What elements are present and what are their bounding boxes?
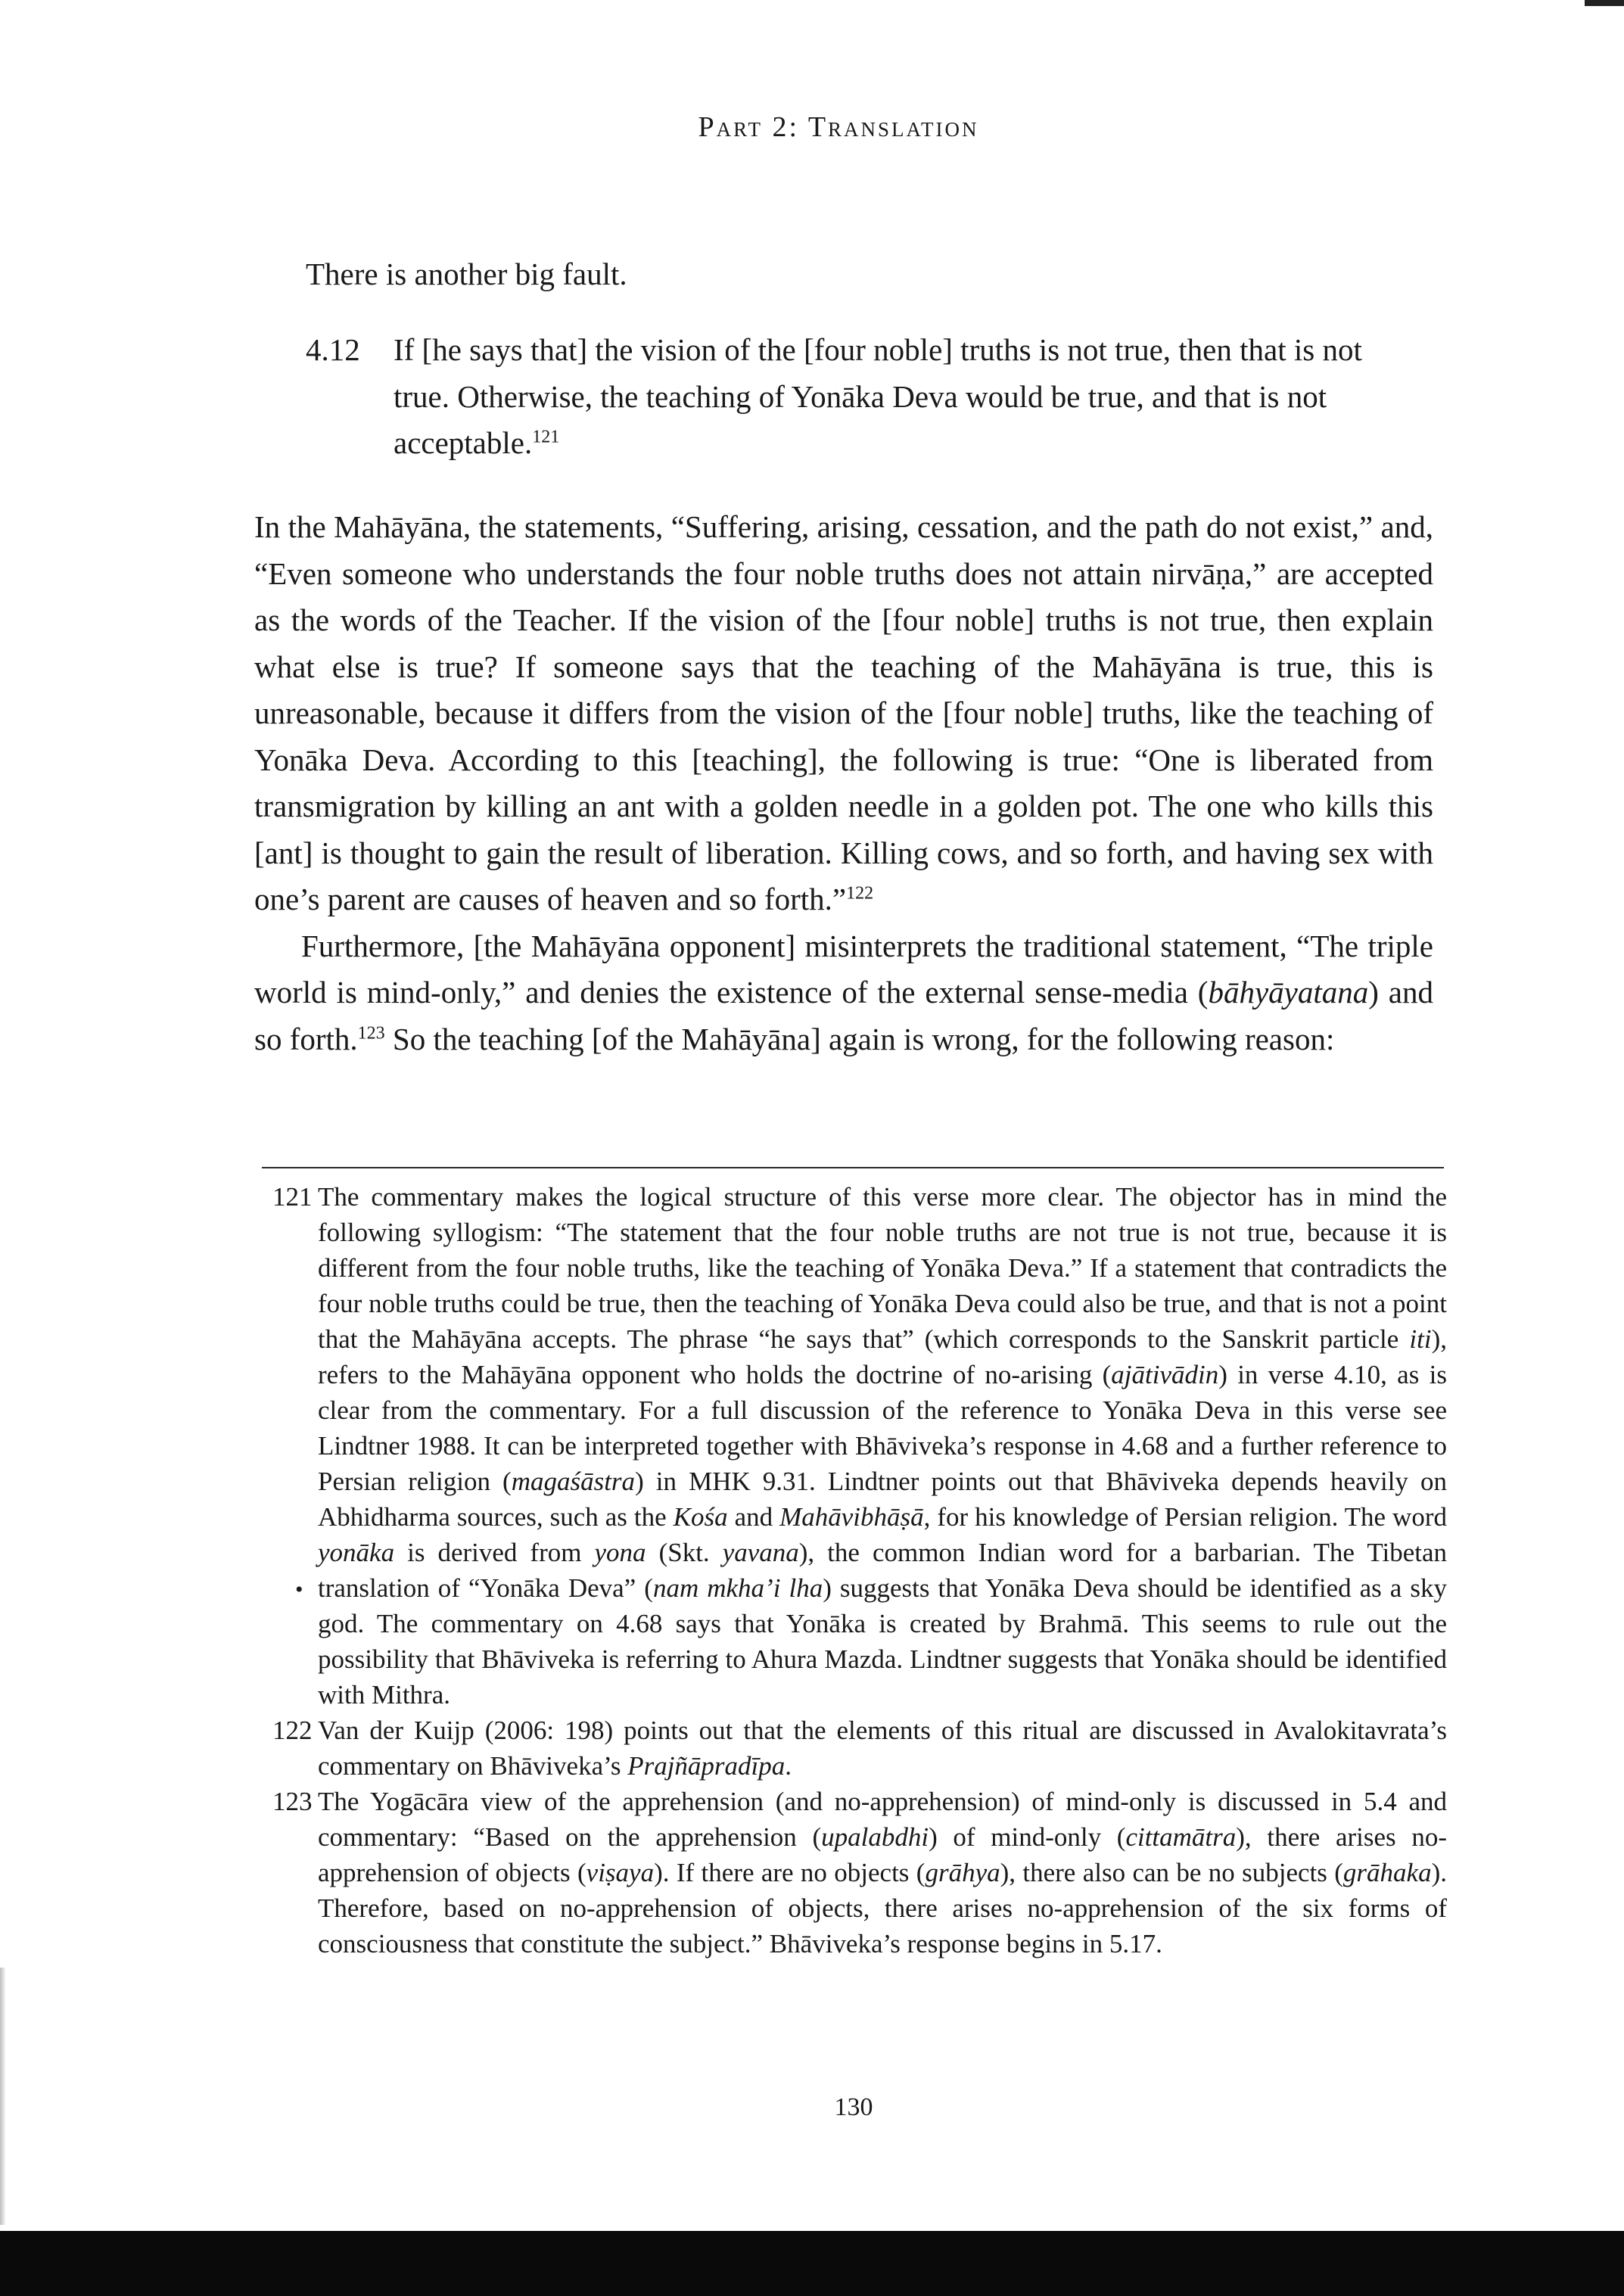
footnote-text: The commentary makes the logical structure of this verse more clear. The objector has in mind the following syllogism: “The statement that the four noble truths are not true is not true, because it is different from the four noble truths, like the teaching of Yonāka Deva.” If a statement that contradicts the four noble truths could be true, then the teaching of Yonāka Deva could also be true, and that is not a point that the Mahāyāna accepts. The phrase “he says that” (which corresponds to the Sanskrit particle (318, 1182, 1447, 1354)
footnote-term: iti (1409, 1324, 1432, 1354)
footnote-term: ajātivādin (1111, 1360, 1219, 1389)
footnote-term: yonāka (318, 1538, 395, 1567)
paragraph-2-term: bāhyāyatana (1208, 975, 1369, 1010)
footnote-text: Van der Kuijp (2006: 198) points out that the elements of this ritual are discussed in Avalokitavrata’s commentary on Bhāviveka’s (318, 1716, 1447, 1781)
paragraph-2-text-a: Furthermore, [the Mahāyāna opponent] misinterprets the traditional statement, “The triple world is mind-only,” and denies the existence of the external sense-media ( (254, 928, 1433, 1010)
footnote-text: and (727, 1502, 780, 1532)
footnote-text: ) suggests that Yonāka Deva should be identified as a sky god. The commentary on 4.68 says that Yonāka is created by Brahmā. This seems to rule out the possibility that Bhāviveka is referring to Ahura Mazda. Lindtner suggests that Yonāka should be identified with Mithra. (318, 1573, 1447, 1710)
footnote-term: Prajñāpradīpa (627, 1751, 786, 1781)
footnote-term: nam mkha’i lha (652, 1573, 823, 1603)
footnote-body (318, 1182, 1447, 1710)
footnote-text: ). If there are no objects ( (654, 1858, 926, 1887)
footnote-text: ), there also can be no subjects ( (1000, 1858, 1343, 1887)
footnote-ref-121[interactable]: 121 (532, 427, 560, 447)
paragraph-1 (254, 504, 1433, 923)
footnote-text: ), there arises no-apprehension of objects ( (318, 1822, 1448, 1887)
paragraph-2-text-b: ) and so forth. (254, 975, 1434, 1056)
scan-mark (1585, 0, 1624, 6)
footnote-text: . (785, 1751, 792, 1781)
footnote-text: (Skt. (646, 1538, 723, 1567)
binding-edge (0, 1968, 6, 2225)
footnote-text: ) in verse 4.10, as is clear from the commentary. For a full discussion of the reference to Yonāka Deva in this verse see Lindtner 1988. It can be interpreted together with Bhāviveka’s response in 4.68 and a further reference to Persian religion ( (318, 1360, 1447, 1496)
main-text (254, 504, 1433, 1062)
margin-mark: • (295, 1577, 303, 1602)
footnote-text: The Yogācāra view of the apprehension (and no-apprehension) of mind-only is discussed in 5.4 and commentary: “Based on the apprehension ( (318, 1787, 1447, 1852)
paragraph-2-text-c: So the teaching [of the Mahāyāna] again is wrong, for the following reason: (384, 1021, 1335, 1056)
paragraph-1-text: In the Mahāyāna, the statements, “Suffering, arising, cessation, and the path do not exist,” and, “Even someone who understands the four noble truths does not attain nirvāṇa,” are accepted as the words of the Teacher. If the vision of the [four noble] truths is not true, then explain what else is true? If someone says that the teaching of the Mahāyāna is true, this is unreasonable, because it differs from the vision of the [four noble] truths, like the teaching of Yonāka Deva. According to this [teaching], the following is true: “One is liberated from transmigration by killing an ant with a golden needle in a golden pot. The one who kills this [ant] is thought to gain the result of liberation. Killing cows, and so forth, and having sex with one’s parent are causes of heaven and so forth.” (254, 509, 1433, 916)
intro-line: There is another big fault. (306, 257, 627, 291)
footnote-term: yona (594, 1538, 646, 1567)
footnote-term: grāhaka (1342, 1858, 1432, 1887)
footnote-term: viṣaya (586, 1858, 655, 1887)
footnote-text: ) in MHK 9.31. Lindtner points out that Bhāviveka depends heavily on Abhidharma sources, such as the (318, 1467, 1447, 1532)
footnote-ref-123[interactable]: 123 (357, 1022, 385, 1043)
footnote-term: Kośa (673, 1502, 728, 1532)
footnote-ref-122[interactable]: 122 (846, 883, 874, 904)
paragraph-2 (254, 923, 1433, 1063)
footnote-term: yavana (722, 1538, 799, 1567)
footnote-123 (272, 1784, 1447, 1962)
footnote-body (318, 1716, 1447, 1781)
footnote-rule (262, 1167, 1444, 1168)
footnote-term: grāhya (925, 1858, 1000, 1887)
footnote-text: ). Therefore, based on no-apprehension of objects, there arises no-apprehension of the six forms of consciousness that constitute the subject.” Bhāviveka’s response begins in 5.17. (318, 1858, 1447, 1958)
footnote-body (318, 1787, 1447, 1958)
footnote-121 (272, 1179, 1447, 1713)
verse-body: If [he says that] the vision of the [four noble] truths is not true, then that is not true. Otherwise, the teaching of Yonāka Deva would be true, and that is not acceptable. (394, 332, 1362, 460)
verse-number: 4.12 (306, 332, 360, 367)
footnote-text: is derived from (394, 1538, 595, 1567)
footnote-term: Mahāvibhāṣā (779, 1502, 924, 1532)
verse-text (394, 327, 1392, 467)
footnote-term: magaśāstra (511, 1467, 636, 1496)
footnote-term: upalabdhi (821, 1822, 929, 1852)
footnote-text: ), refers to the Mahāyāna opponent who holds the doctrine of no-arising ( (318, 1324, 1447, 1389)
running-header: Part 2: Translation (698, 111, 979, 143)
footnote-number: 121 (272, 1182, 313, 1212)
page-number: 130 (834, 2093, 873, 2121)
footnotes (272, 1179, 1447, 1962)
footnote-number: 123 (272, 1787, 313, 1816)
footnote-text: ), the common Indian word for a barbarian. The Tibetan translation of “Yonāka Deva” ( (318, 1538, 1447, 1603)
footnote-122 (272, 1713, 1447, 1784)
scan-border (0, 2231, 1624, 2296)
footnote-term: cittamātra (1125, 1822, 1237, 1852)
footnote-text: , for his knowledge of Persian religion. The word (923, 1502, 1447, 1532)
footnote-text: ) of mind-only ( (929, 1822, 1126, 1852)
footnote-number: 122 (272, 1716, 313, 1745)
